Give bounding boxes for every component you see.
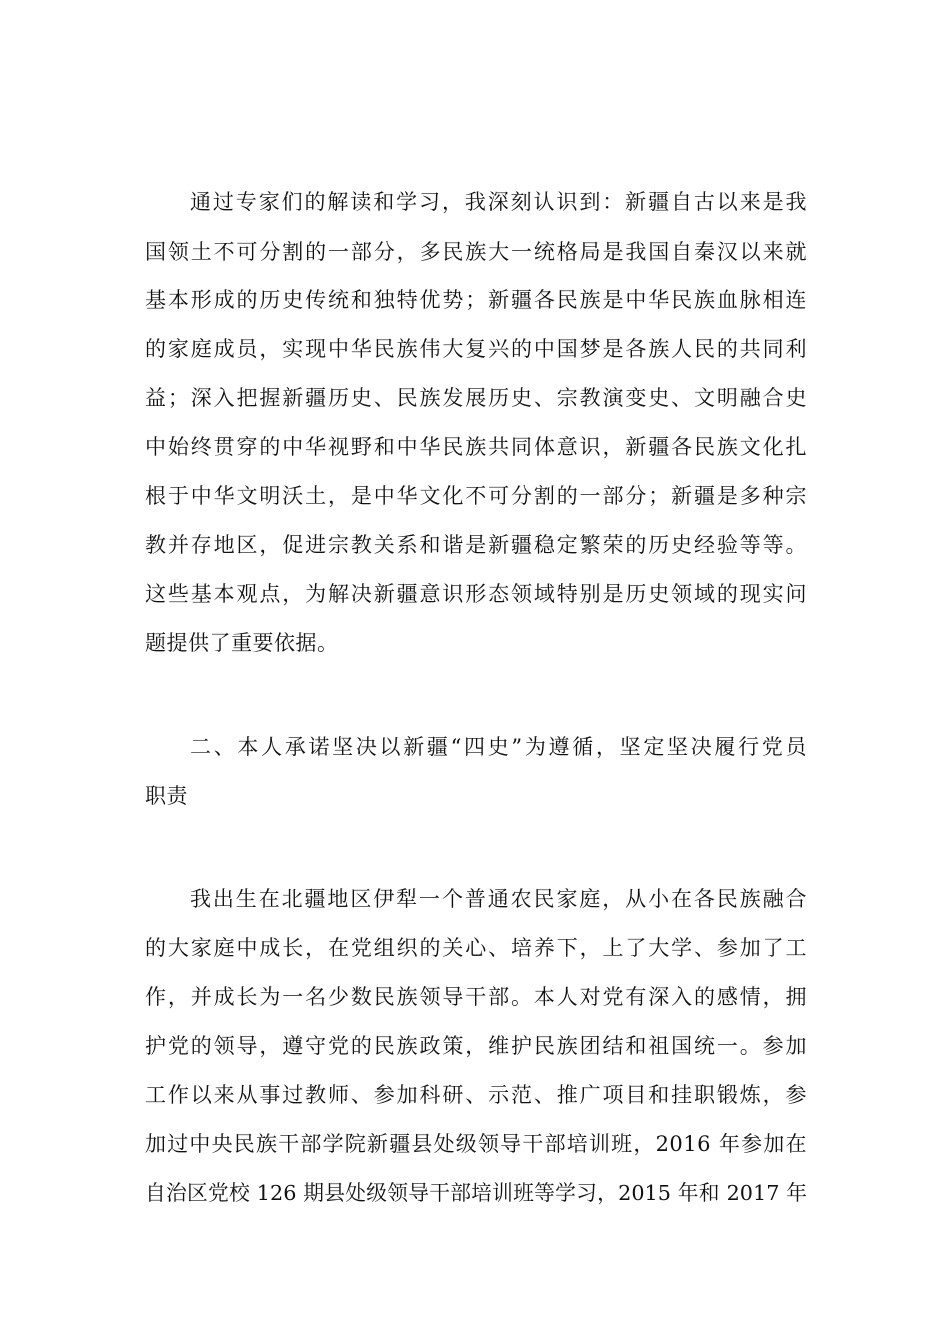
paragraph-1-line-5: 益；深入把握新疆历史、民族发展历史、宗教演变史、文明融合史: [145, 386, 807, 410]
paragraph-1-line-9: 这些基本观点，为解决新疆意识形态领域特别是历史领域的现实问: [145, 582, 807, 606]
paragraph-1-line-7: 根于中华文明沃土，是中华文化不可分割的一部分；新疆是多种宗: [145, 484, 807, 508]
paragraph-1-line-3: 基本形成的历史传统和独特优势；新疆各民族是中华民族血脉相连: [145, 288, 807, 312]
paragraph-1-line-10: 题提供了重要依据。: [145, 631, 339, 655]
paragraph-2-line-7: 自治区党校 126 期县处级领导干部培训班等学习，2015 年和 2017 年: [145, 1181, 807, 1205]
paragraph-1-line-4: 的家庭成员，实现中华民族伟大复兴的中国梦是各族人民的共同利: [145, 337, 807, 361]
paragraph-2-line-1: 我出生在北疆地区伊犁一个普通农民家庭，从小在各民族融合: [190, 887, 807, 911]
paragraph-2-line-5: 工作以来从事过教师、参加科研、示范、推广项目和挂职锻炼，参: [145, 1083, 807, 1107]
paragraph-2-line-4: 护党的领导，遵守党的民族政策，维护民族团结和祖国统一。参加: [145, 1034, 807, 1058]
paragraph-2-line-3: 作，并成长为一名少数民族领导干部。本人对党有深入的感情，拥: [145, 985, 807, 1009]
paragraph-2-line-2: 的大家庭中成长，在党组织的关心、培养下，上了大学、参加了工: [145, 936, 807, 960]
paragraph-1-line-1: 通过专家们的解读和学习，我深刻认识到：新疆自古以来是我: [190, 190, 807, 214]
paragraph-1-line-8: 教并存地区，促进宗教关系和谐是新疆稳定繁荣的历史经验等等。: [145, 533, 807, 557]
paragraph-2-line-6: 加过中央民族干部学院新疆县处级领导干部培训班，2016 年参加在: [145, 1132, 807, 1156]
paragraph-1-line-6: 中始终贯穿的中华视野和中华民族共同体意识，新疆各民族文化扎: [145, 435, 807, 459]
section-heading-line-1: 二、本人承诺坚决以新疆“四史”为遵循，坚定坚决履行党员: [190, 735, 807, 759]
section-heading-line-2: 职责: [145, 784, 188, 808]
paragraph-1-line-2: 国领土不可分割的一部分，多民族大一统格局是我国自秦汉以来就: [145, 240, 807, 264]
